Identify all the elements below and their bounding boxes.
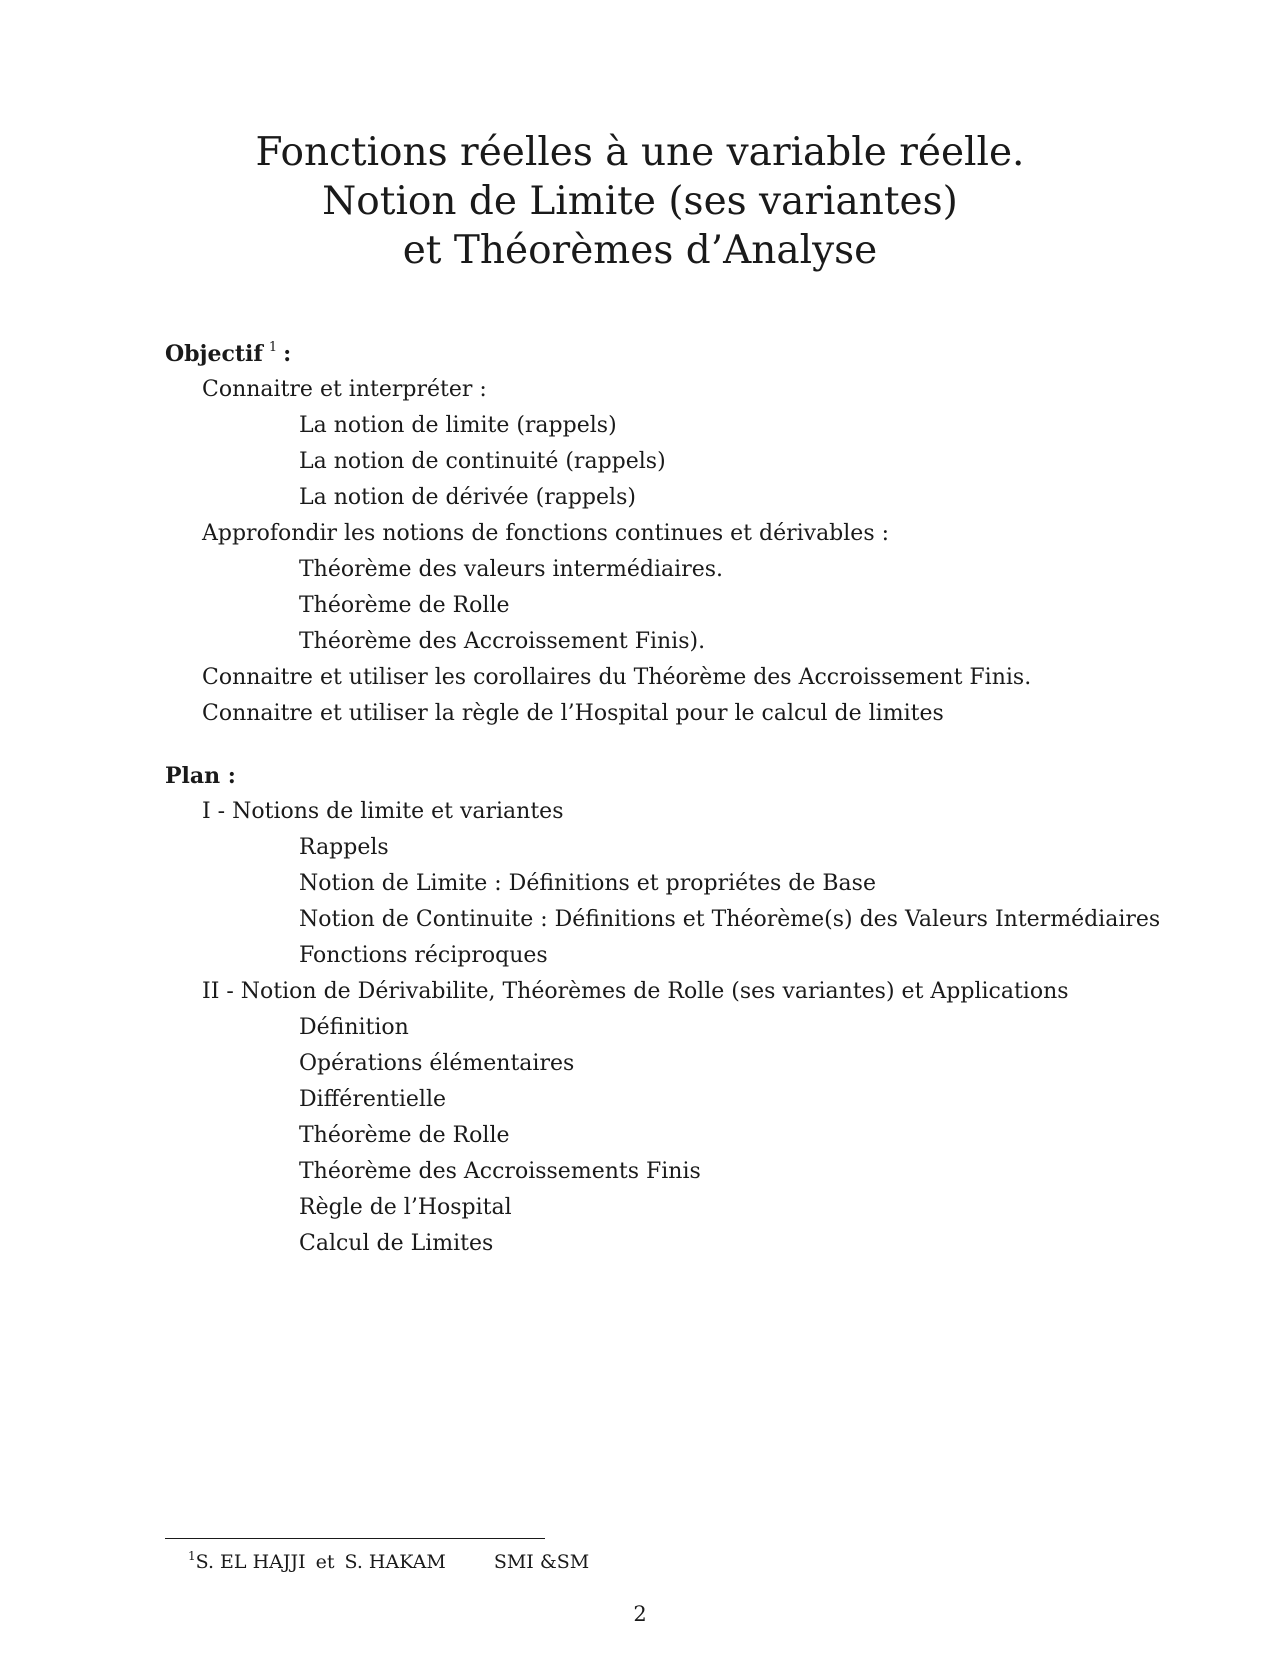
objectif-subitem: Théorème des valeurs intermédiaires. (299, 557, 724, 582)
plan-subsection: Notion de Continuite : Définitions et Théorème(s) des Valeurs Intermédiaires (299, 907, 1161, 932)
document-title (0, 128, 1280, 275)
title-line: et Théorèmes d’Analyse (402, 228, 878, 273)
plan-subsection: Rappels (299, 835, 389, 860)
footnote (188, 1543, 589, 1575)
title-line: Notion de Limite (ses variantes) (322, 179, 958, 224)
document-body (165, 330, 1165, 1262)
title-line: Fonctions réelles à une variable réelle. (255, 130, 1025, 175)
plan-section: I - Notions de limite et variantes (202, 799, 564, 824)
plan-subsection: Règle de l’Hospital (299, 1195, 512, 1220)
plan-subsection: Calcul de Limites (299, 1231, 494, 1256)
objectif-heading (165, 330, 1165, 372)
plan-subsection: Théorème de Rolle (299, 1123, 510, 1148)
plan-subsection: Fonctions réciproques (299, 943, 548, 968)
objectif-item: Connaitre et utiliser les corollaires du Théorème des Accroissement Finis. (202, 665, 1032, 690)
section-gap (165, 732, 1165, 758)
objectif-item: Approfondir les notions de fonctions continues et dérivables : (202, 521, 890, 546)
footnote-program: SMI &SM (493, 1551, 590, 1573)
footnote-conjunction: et (315, 1551, 335, 1573)
footnote-divider (165, 1538, 545, 1539)
plan-subsection: Définition (299, 1015, 409, 1040)
plan-section: II - Notion de Dérivabilite, Théorèmes de Rolle (ses variantes) et Applications (202, 979, 1069, 1004)
objectif-heading-label: Objectif (165, 341, 263, 367)
footnote-reference[interactable]: 1 (268, 340, 278, 355)
plan-heading: Plan : (165, 763, 236, 789)
footnote-mark: 1 (188, 1549, 196, 1563)
footnote-author: S. EL HAJJI (195, 1551, 306, 1573)
plan-subsection: Opérations élémentaires (299, 1051, 575, 1076)
objectif-subitem: La notion de continuité (rappels) (299, 449, 666, 474)
plan-subsection: Différentielle (299, 1087, 447, 1112)
objectif-heading-colon: : (283, 341, 292, 367)
page-number: 2 (633, 1602, 647, 1626)
objectif-subitem: Théorème des Accroissement Finis). (299, 629, 706, 654)
objectif-subitem: La notion de dérivée (rappels) (299, 485, 636, 510)
objectif-subitem: La notion de limite (rappels) (299, 413, 617, 438)
objectif-subitem: Théorème de Rolle (299, 593, 510, 618)
plan-subsection: Notion de Limite : Définitions et propriétes de Base (299, 871, 876, 896)
plan-subsection: Théorème des Accroissements Finis (299, 1159, 701, 1184)
objectif-item: Connaitre et utiliser la règle de l’Hospital pour le calcul de limites (202, 701, 944, 726)
footnote-author: S. HAKAM (344, 1551, 446, 1573)
objectif-item: Connaitre et interpréter : (202, 377, 487, 402)
